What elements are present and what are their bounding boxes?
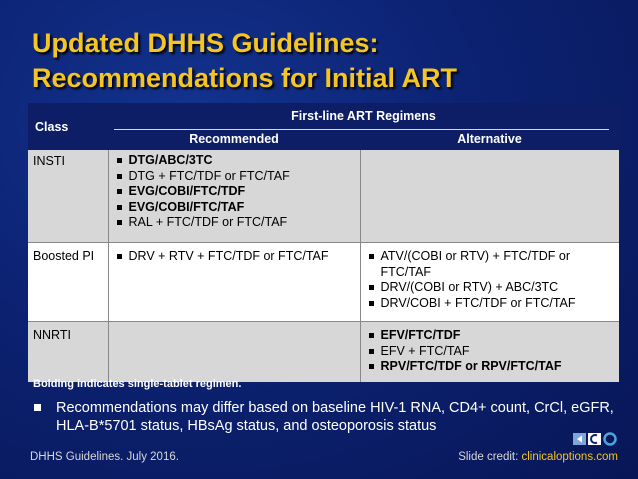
regimen-item: ATV/(COBI or RTV) + FTC/TDF or FTC/TAF bbox=[369, 249, 614, 280]
header-alternative bbox=[360, 129, 619, 150]
regimen-item: DRV/(COBI or RTV) + ABC/3TC bbox=[369, 280, 614, 296]
alternative-cell bbox=[360, 322, 619, 383]
regimen-item: DRV/COBI + FTC/TDF or FTC/TAF bbox=[369, 296, 614, 312]
header-recommended-label: Recommended bbox=[189, 132, 279, 146]
class-cell: NNRTI bbox=[28, 322, 108, 383]
recommended-cell bbox=[108, 150, 360, 243]
art-regimens-table bbox=[28, 103, 619, 382]
footer-source: DHHS Guidelines. July 2016. bbox=[30, 451, 179, 463]
recommended-cell bbox=[108, 243, 360, 322]
title-line-1: Updated DHHS Guidelines: bbox=[32, 28, 379, 58]
clinical-care-options-logo-icon bbox=[573, 432, 618, 446]
class-cell: INSTI bbox=[28, 150, 108, 243]
table-row bbox=[28, 243, 619, 322]
regimen-item: EFV/FTC/TDF bbox=[369, 328, 614, 344]
regimen-item: EVG/COBI/FTC/TAF bbox=[117, 200, 354, 216]
alternative-cell bbox=[360, 150, 619, 243]
recommendation-bullet: Recommendations may differ based on baseline HIV-1 RNA, CD4+ count, CrCl, eGFR, HLA-B*5701 status, HBsAg status, and osteoporosis status bbox=[34, 399, 616, 435]
regimen-item: EVG/COBI/FTC/TDF bbox=[117, 184, 354, 200]
footer-credit bbox=[458, 451, 618, 463]
header-alternative-label: Alternative bbox=[457, 132, 522, 146]
footer bbox=[0, 448, 638, 468]
table-row bbox=[28, 150, 619, 243]
footer-credit-link[interactable]: clinicaloptions.com bbox=[521, 451, 618, 463]
header-first-line: First-line ART Regimens bbox=[108, 103, 619, 129]
table-row bbox=[28, 322, 619, 383]
regimen-item: RPV/FTC/TDF or RPV/FTC/TAF bbox=[369, 359, 614, 375]
regimen-item: DTG/ABC/3TC bbox=[117, 153, 354, 169]
footer-credit-prefix: Slide credit: bbox=[458, 451, 522, 463]
header-class: Class bbox=[28, 103, 108, 150]
bolding-note: Bolding indicates single-tablet regimen. bbox=[33, 378, 242, 390]
regimen-item: EFV + FTC/TAF bbox=[369, 344, 614, 360]
slide-title bbox=[32, 26, 622, 96]
regimen-item: DRV + RTV + FTC/TDF or FTC/TAF bbox=[117, 249, 354, 265]
title-line-2: Recommendations for Initial ART bbox=[32, 63, 458, 93]
header-recommended bbox=[108, 129, 360, 150]
alternative-cell bbox=[360, 243, 619, 322]
regimen-item: RAL + FTC/TDF or FTC/TAF bbox=[117, 215, 354, 231]
regimen-item: DTG + FTC/TDF or FTC/TAF bbox=[117, 169, 354, 185]
class-cell: Boosted PI bbox=[28, 243, 108, 322]
recommended-cell bbox=[108, 322, 360, 383]
